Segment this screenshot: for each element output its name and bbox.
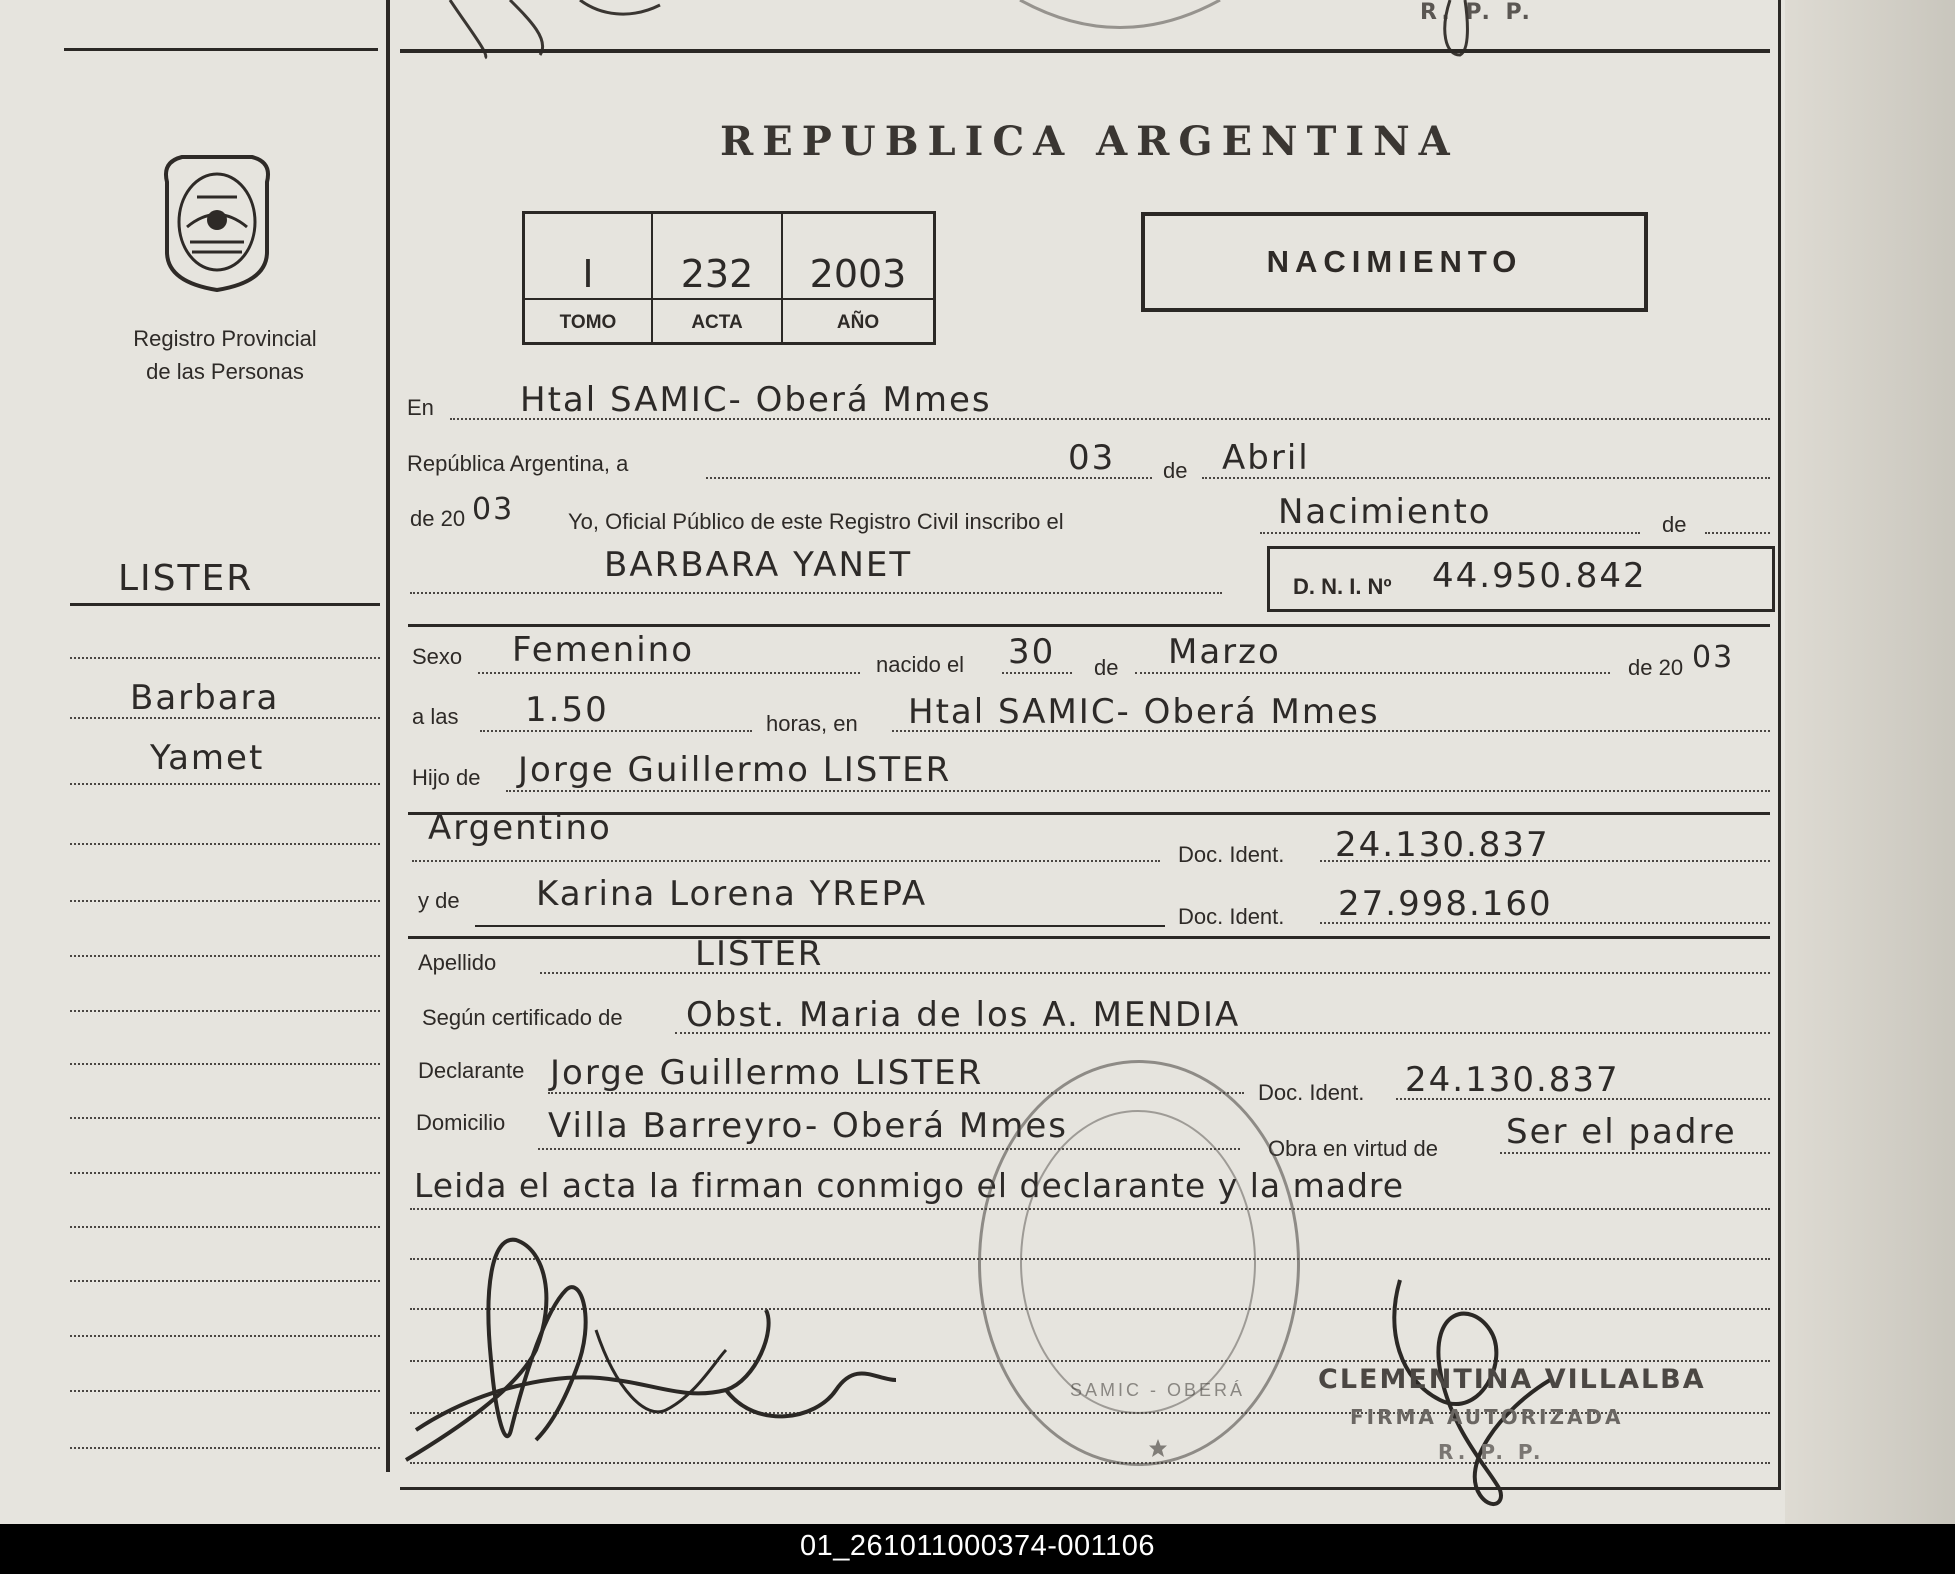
sidebar-dotted-line xyxy=(70,1063,380,1065)
sex-value: Femenino xyxy=(512,630,694,670)
capacity-line xyxy=(1500,1152,1770,1154)
closing-note-value: Leida el acta la firman conmigo el declarante y la madre xyxy=(414,1166,1405,1205)
top-seal-fragment xyxy=(1010,0,1230,40)
event-value: Nacimiento xyxy=(1278,492,1492,532)
birth-month-value: Marzo xyxy=(1168,632,1281,672)
father-doc-value: 24.130.837 xyxy=(1335,825,1550,865)
sidebar-surname: LISTER xyxy=(118,558,254,599)
de-end-label: de xyxy=(1662,512,1687,537)
sidebar-dotted-line xyxy=(70,1280,380,1282)
birth-day-value: 30 xyxy=(1008,632,1056,672)
horas-en-label: horas, en xyxy=(766,711,858,736)
nationality-line xyxy=(412,860,1160,862)
acta-value: 232 xyxy=(680,252,754,296)
de-birth-year-label: de 20 xyxy=(1628,655,1684,680)
official-rpp-stamp: R. P. P. xyxy=(1438,1440,1545,1464)
tomo-label: TOMO xyxy=(559,312,617,333)
sidebar-given-name-1: Barbara xyxy=(130,678,280,718)
declarant-value: Jorge Guillermo LISTER xyxy=(550,1053,984,1093)
act-type-label: NACIMIENTO xyxy=(1266,244,1523,279)
y-de-label: y de xyxy=(418,888,460,913)
dni-label: D. N. I. Nº xyxy=(1293,574,1392,599)
surname-value: LISTER xyxy=(695,934,824,974)
obra-en-virtud-label: Obra en virtud de xyxy=(1268,1136,1438,1161)
year-suffix-value: 03 xyxy=(472,492,515,527)
section-rule-2 xyxy=(408,812,1770,815)
doc-ident-mother-label: Doc. Ident. xyxy=(1178,904,1285,929)
event-line xyxy=(1260,532,1640,534)
declarant-doc-value: 24.130.837 xyxy=(1405,1060,1620,1100)
father-nationality-value: Argentino xyxy=(428,808,612,848)
top-stamp-rpp: R. P. P. xyxy=(1420,0,1534,25)
acta-label: ACTA xyxy=(691,312,743,333)
sidebar-dotted-line xyxy=(70,900,380,902)
yo-oficial-label: Yo, Oficial Público de este Registro Civil inscribo el xyxy=(568,509,1064,534)
birth-day-line xyxy=(1002,672,1072,674)
sidebar-dotted-line xyxy=(70,1335,380,1337)
month-value: Abril xyxy=(1222,438,1310,478)
day-value: 03 xyxy=(1068,438,1116,478)
left-column-border xyxy=(386,0,390,1472)
doc-ident-father-label: Doc. Ident. xyxy=(1178,842,1285,867)
sidebar-dotted-line xyxy=(70,657,380,659)
sex-line xyxy=(478,672,860,674)
sexo-label: Sexo xyxy=(412,644,463,669)
seal-inner-text: SAMIC - OBERÁ xyxy=(1070,1380,1246,1400)
org-line-1: Registro Provincial xyxy=(133,326,317,351)
main-top-rule xyxy=(400,49,1770,53)
mother-value: Karina Lorena YREPA xyxy=(536,874,928,914)
de-year-label: de 20 xyxy=(410,506,466,531)
sidebar-dotted-line xyxy=(70,1010,380,1012)
birth-year-suffix-value: 03 xyxy=(1692,640,1735,675)
dni-value: 44.950.842 xyxy=(1432,556,1647,596)
ano-label: AÑO xyxy=(836,312,880,333)
tomo-value: I xyxy=(582,252,594,296)
tomo-cell xyxy=(525,214,653,342)
sidebar-dotted-line xyxy=(70,843,380,845)
page-title: REPUBLICA ARGENTINA xyxy=(720,118,1459,165)
official-signature xyxy=(396,1230,976,1470)
hijo-de-label: Hijo de xyxy=(412,765,481,790)
birth-time-value: 1.50 xyxy=(525,690,609,730)
birth-place-value: Htal SAMIC- Oberá Mmes xyxy=(908,692,1380,732)
time-line xyxy=(480,730,752,732)
mother-doc-value: 27.998.160 xyxy=(1338,884,1553,924)
a-las-label: a las xyxy=(412,704,459,729)
sidebar-surname-rule xyxy=(70,603,380,606)
table-caption-rule xyxy=(525,298,933,300)
act-type-box xyxy=(1141,212,1648,312)
sidebar-dotted-line xyxy=(70,1390,380,1392)
sidebar-dotted-line xyxy=(70,717,380,719)
sidebar-given-name-2: Yamet xyxy=(150,738,265,778)
official-name-stamp: CLEMENTINA VILLALBA xyxy=(1318,1364,1706,1395)
de-mid-label: de xyxy=(1163,458,1188,483)
place-value: Htal SAMIC- Oberá Mmes xyxy=(520,380,992,420)
father-value: Jorge Guillermo LISTER xyxy=(518,750,952,790)
left-top-rule xyxy=(64,48,378,51)
image-id-caption: 01_261011000374-001106 xyxy=(799,1530,1156,1562)
sidebar-dotted-line xyxy=(70,1172,380,1174)
province-seal-logo xyxy=(152,142,282,292)
segun-certificado-label: Según certificado de xyxy=(422,1005,623,1030)
official-role-stamp: FIRMA AUTORIZADA xyxy=(1350,1405,1624,1429)
address-value: Villa Barreyro- Oberá Mmes xyxy=(548,1106,1069,1146)
section-rule-1 xyxy=(408,624,1770,627)
sidebar-dotted-line xyxy=(70,955,380,957)
main-bottom-rule xyxy=(400,1487,1780,1490)
sidebar-dotted-line xyxy=(70,783,380,785)
org-line-2: de las Personas xyxy=(146,359,304,384)
domicilio-label: Domicilio xyxy=(416,1110,506,1135)
apellido-label: Apellido xyxy=(418,950,497,975)
registry-number-table xyxy=(522,211,936,345)
de-month-label: de xyxy=(1094,655,1119,680)
sidebar-dotted-line xyxy=(70,1117,380,1119)
capacity-value: Ser el padre xyxy=(1506,1112,1737,1152)
ano-cell xyxy=(783,214,933,342)
sidebar-dotted-line xyxy=(70,1226,380,1228)
section-rule-3 xyxy=(408,936,1770,939)
en-label: En xyxy=(407,395,434,420)
seal-star-icon xyxy=(1148,1438,1168,1458)
ano-value: 2003 xyxy=(809,252,907,296)
page-edge-shadow xyxy=(1785,0,1955,1524)
declarante-label: Declarante xyxy=(418,1058,525,1083)
republica-a-label: República Argentina, a xyxy=(407,451,629,476)
right-column-border xyxy=(1778,0,1781,1490)
certificate-value: Obst. Maria de los A. MENDIA xyxy=(686,995,1241,1035)
registry-seal-inner-ring xyxy=(1020,1110,1256,1414)
mother-line xyxy=(475,925,1165,927)
doc-ident-declarant-label: Doc. Ident. xyxy=(1258,1080,1365,1105)
event-line-end xyxy=(1705,532,1770,534)
child-name-value: BARBARA YANET xyxy=(604,545,913,585)
birth-month-line xyxy=(1135,672,1610,674)
sidebar-dotted-line xyxy=(70,1447,380,1449)
acta-cell xyxy=(653,214,783,342)
father-line xyxy=(506,790,1770,792)
registry-organization xyxy=(80,322,370,388)
child-name-line xyxy=(410,592,1222,594)
nacido-el-label: nacido el xyxy=(876,652,965,677)
